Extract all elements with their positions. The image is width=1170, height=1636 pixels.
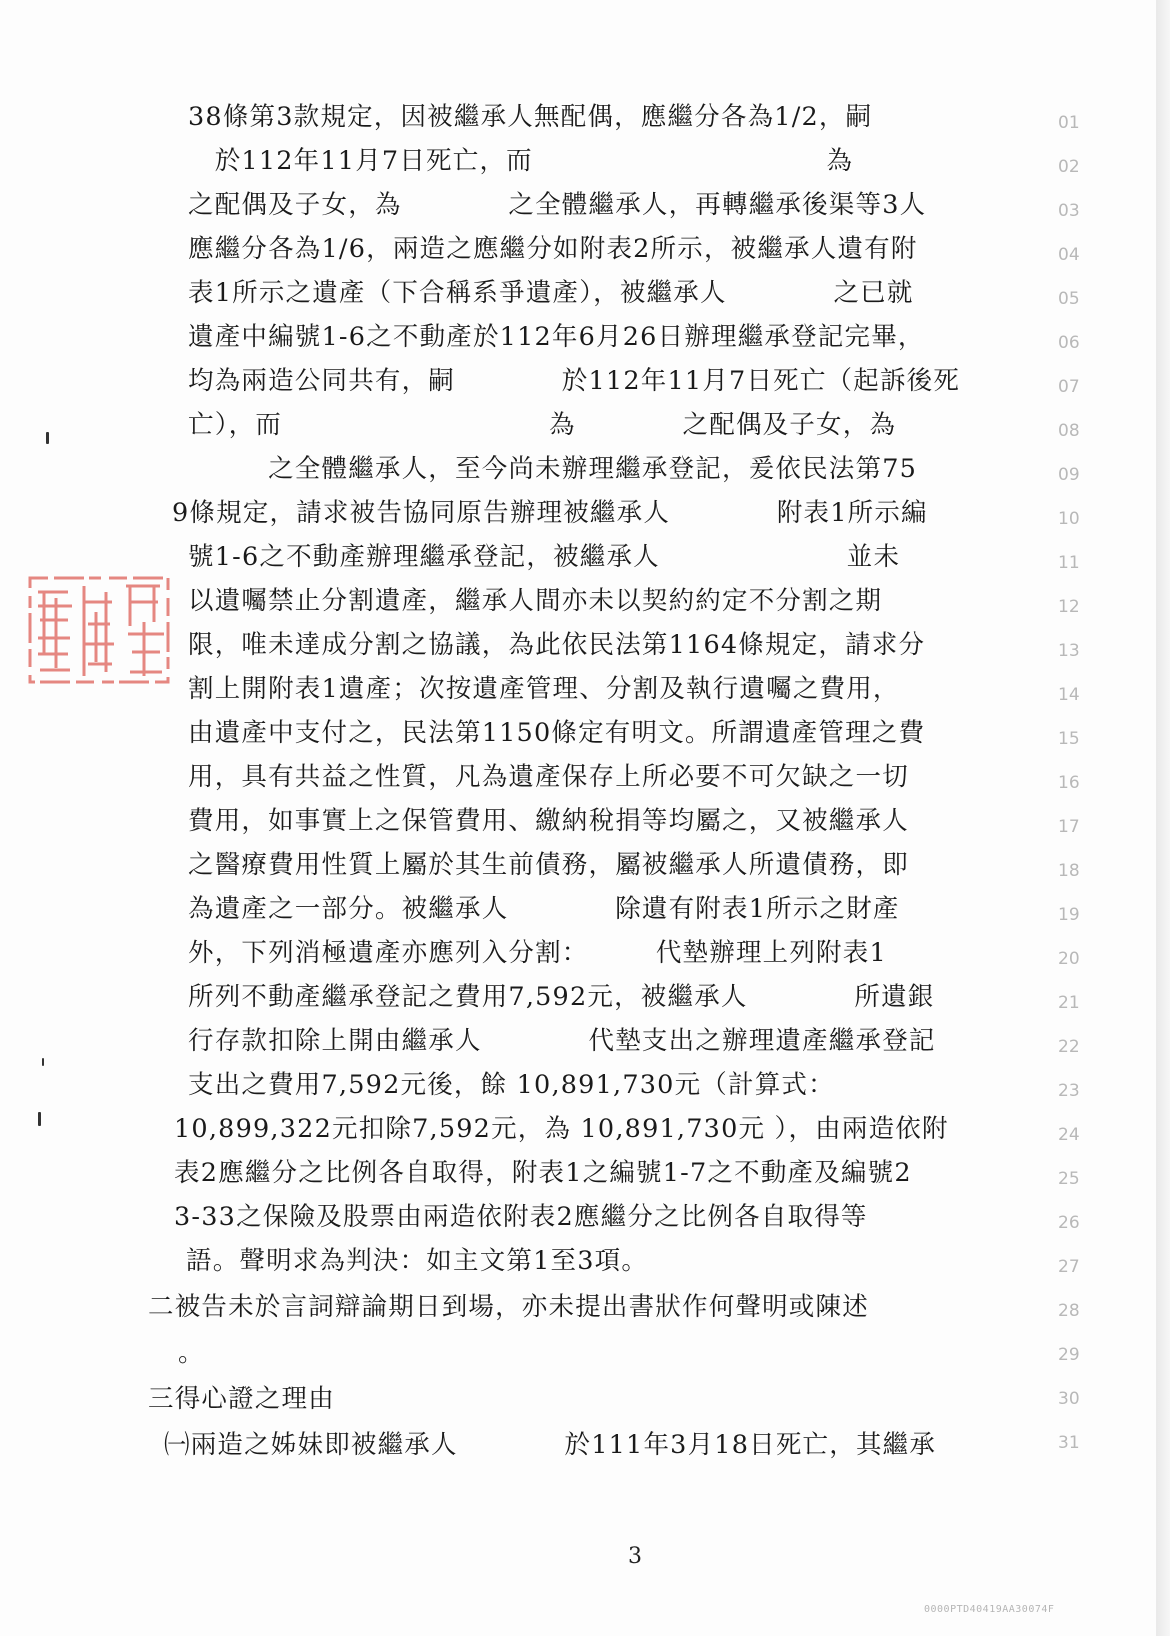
line-number: 18 — [1058, 861, 1080, 881]
text-line: 表1所示之遺產（下合稱系爭遺產），被繼承人 之已就 — [188, 278, 914, 308]
text-line: 二被告未於言詞辯論期日到場，亦未提出書狀作何聲明或陳述 — [148, 1292, 869, 1322]
line-number: 04 — [1058, 245, 1080, 265]
line-number: 31 — [1058, 1433, 1080, 1453]
text-line: 用，具有共益之性質，凡為遺產保存上所必要不可欠缺之一切 — [188, 762, 909, 792]
line-number: 19 — [1058, 905, 1080, 925]
line-number: 26 — [1058, 1213, 1080, 1233]
text-line: 9條規定，請求被告協同原告辦理被繼承人 附表1所示編 — [172, 498, 928, 528]
text-line: 亡），而 為 之配偶及子女，為 — [188, 410, 897, 440]
text-line: 所列不動產繼承登記之費用7,592元，被繼承人 所遺銀 — [188, 982, 935, 1012]
text-line: 語。聲明求為判決：如主文第1至3項。 — [186, 1246, 649, 1276]
text-line: 外，下列消極遺產亦應列入分割： 代墊辦理上列附表1 — [188, 938, 887, 968]
text-line: 以遺囑禁止分割遺產，繼承人間亦未以契約約定不分割之期 — [188, 586, 883, 616]
line-number: 24 — [1058, 1125, 1080, 1145]
text-line: 應繼分各為1/6，兩造之應繼分如附表2所示，被繼承人遺有附 — [188, 234, 918, 264]
text-line: 於112年11月7日死亡，而 為 — [188, 146, 854, 176]
text-line: 三得心證之理由 — [148, 1384, 335, 1414]
line-number: 02 — [1058, 157, 1080, 177]
scan-speck — [38, 1112, 41, 1126]
line-number: 25 — [1058, 1169, 1080, 1189]
text-line: 限，唯未達成分割之協議，為此依民法第1164條規定，請求分 — [188, 630, 926, 660]
line-number: 20 — [1058, 949, 1080, 969]
line-number: 16 — [1058, 773, 1080, 793]
line-number: 09 — [1058, 465, 1080, 485]
text-line: 割上開附表1遺產；次按遺產管理、分割及執行遺囑之費用， — [188, 674, 900, 704]
page-number: 3 — [628, 1544, 642, 1569]
line-number: 12 — [1058, 597, 1080, 617]
text-line: 10,899,322元扣除7,592元，為 10,891,730元 ），由兩造依附 — [174, 1114, 949, 1144]
text-line: 3-33之保險及股票由兩造依附表2應繼分之比例各自取得等 — [174, 1202, 868, 1232]
document-id: 0000PTD40419AA30074F — [924, 1604, 1055, 1615]
text-line: ㈠兩造之姊妹即被繼承人 於111年3月18日死亡，其繼承 — [164, 1430, 937, 1460]
text-line: 由遺產中支付之，民法第1150條定有明文。所謂遺產管理之費 — [188, 718, 926, 748]
line-number: 22 — [1058, 1037, 1080, 1057]
line-number: 28 — [1058, 1301, 1080, 1321]
scan-speck — [46, 432, 49, 444]
line-number: 30 — [1058, 1389, 1080, 1409]
text-line: 之醫療費用性質上屬於其生前債務，屬被繼承人所遺債務，即 — [188, 850, 909, 880]
text-line: 之配偶及子女，為 之全體繼承人，再轉繼承後渠等3人 — [188, 190, 927, 220]
red-seal-stamp — [26, 572, 174, 690]
scan-speck — [42, 1058, 44, 1066]
line-number: 29 — [1058, 1345, 1080, 1365]
text-line: 行存款扣除上開由繼承人 代墊支出之辦理遺產繼承登記 — [188, 1026, 936, 1056]
line-number: 08 — [1058, 421, 1080, 441]
text-line: 。 — [178, 1338, 205, 1368]
text-line: 遺產中編號1-6之不動產於112年6月26日辦理繼承登記完畢， — [188, 322, 925, 352]
line-number: 03 — [1058, 201, 1080, 221]
line-number: 15 — [1058, 729, 1080, 749]
line-number: 23 — [1058, 1081, 1080, 1101]
line-number: 11 — [1058, 553, 1080, 573]
text-line: 之全體繼承人，至今尚未辦理繼承登記，爰依民法第75 — [188, 454, 918, 484]
text-line: 38條第3款規定，因被繼承人無配偶，應繼分各為1/2，嗣 — [188, 102, 873, 132]
text-line: 費用，如事實上之保管費用、繳納稅捐等均屬之，又被繼承人 — [188, 806, 909, 836]
line-number: 05 — [1058, 289, 1080, 309]
text-line: 表2應繼分之比例各自取得，附表1之編號1-7之不動產及編號2 — [174, 1158, 912, 1188]
line-number: 14 — [1058, 685, 1080, 705]
text-line: 為遺產之一部分。被繼承人 除遺有附表1所示之財產 — [188, 894, 900, 924]
line-number: 10 — [1058, 509, 1080, 529]
line-number: 21 — [1058, 993, 1080, 1013]
line-number: 06 — [1058, 333, 1080, 353]
line-number: 17 — [1058, 817, 1080, 837]
line-number: 07 — [1058, 377, 1080, 397]
line-number: 01 — [1058, 113, 1080, 133]
text-line: 號1-6之不動產辦理繼承登記，被繼承人 並未 — [188, 542, 901, 572]
text-line: 支出之費用7,592元後，餘 10,891,730元（計算式： — [188, 1070, 835, 1100]
line-number: 27 — [1058, 1257, 1080, 1277]
text-line: 均為兩造公同共有，嗣 於112年11月7日死亡（起訴後死 — [188, 366, 961, 396]
page-edge-shadow — [1156, 0, 1170, 1636]
line-number: 13 — [1058, 641, 1080, 661]
